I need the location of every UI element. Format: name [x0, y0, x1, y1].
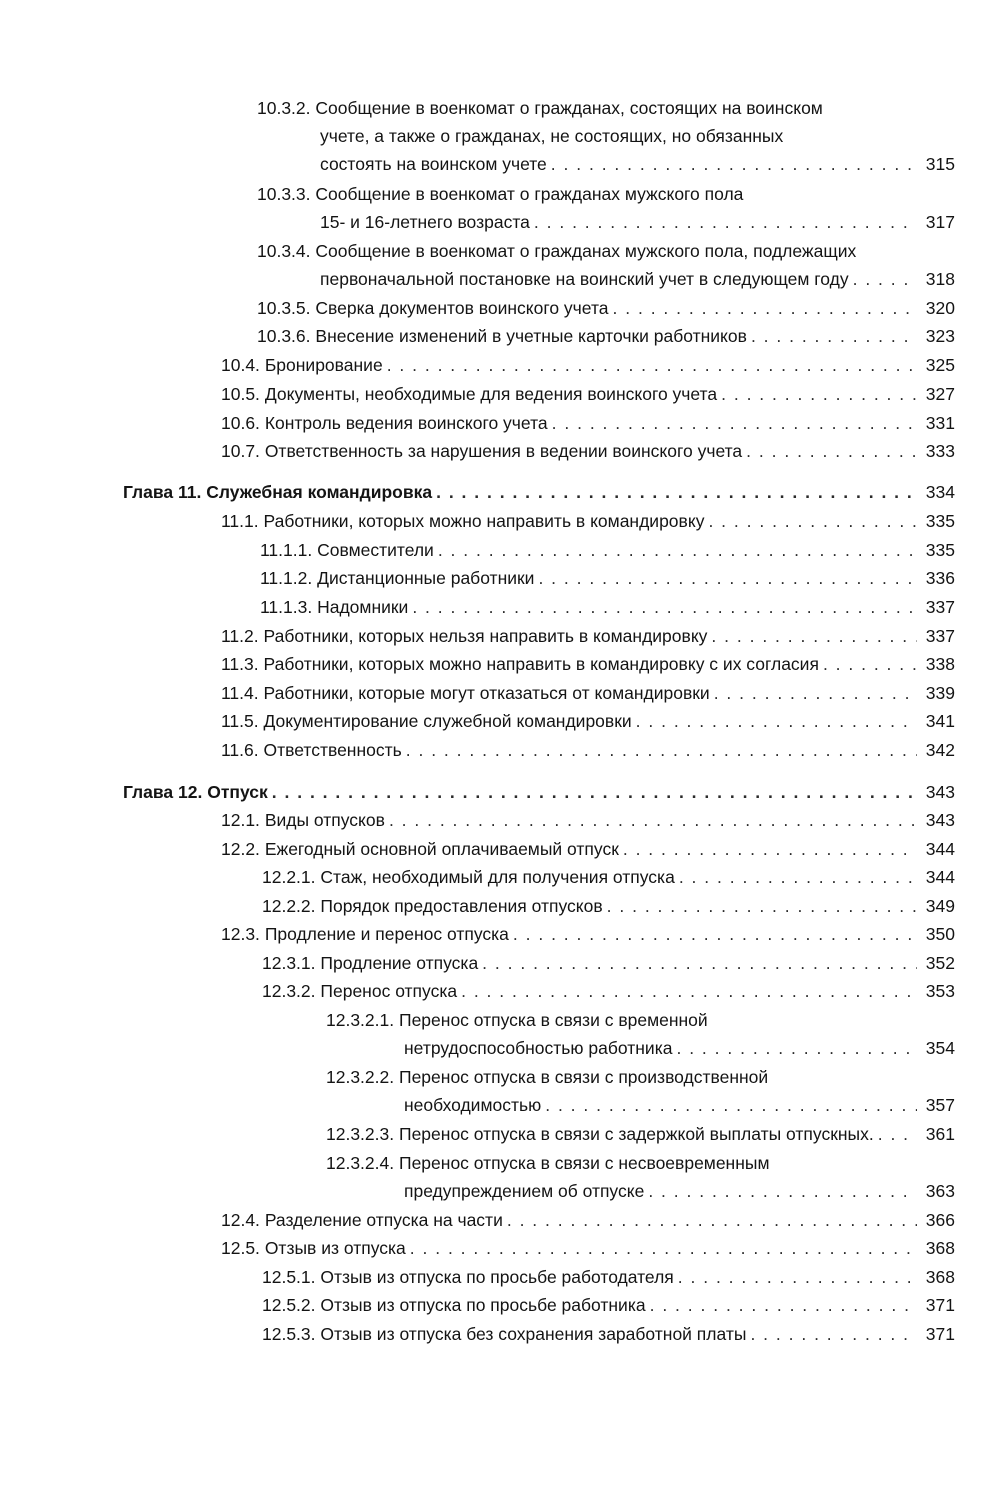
dot-leader: [751, 322, 917, 350]
dot-leader: [650, 1291, 917, 1319]
toc-entry-number: 12.5.3.: [262, 1324, 316, 1344]
toc-entry-line: [221, 351, 955, 379]
toc-entry[interactable]: [257, 94, 955, 178]
dot-leader: [676, 1034, 917, 1062]
toc-page-number: 338: [925, 654, 955, 674]
toc-chapter-entry[interactable]: [123, 778, 955, 806]
toc-entry-line: [262, 1320, 955, 1348]
toc-entry-title: Бронирование: [264, 355, 383, 375]
toc-entry-line: [221, 409, 955, 437]
dot-leader: [823, 650, 917, 678]
toc-entry[interactable]: [262, 1263, 955, 1291]
toc-entry[interactable]: [257, 180, 955, 236]
toc-page-number: 343: [925, 810, 955, 830]
toc-entry-title: Работники, которые могут отказаться от командировки: [263, 683, 710, 703]
toc-page-number: 368: [925, 1238, 955, 1258]
dot-leader: [746, 437, 917, 465]
toc-entry-title: Контроль ведения воинского учета: [264, 413, 548, 433]
toc-entry-line: [260, 593, 955, 621]
toc-entry-line: [326, 1149, 955, 1177]
toc-chapter-entry[interactable]: [123, 478, 955, 506]
toc-entry[interactable]: [221, 650, 955, 678]
toc-entry-line: [221, 507, 955, 535]
toc-entry-title: учете, а также о гражданах, не состоящих, но обязанных: [320, 126, 784, 146]
toc-page-number: 323: [925, 326, 955, 346]
toc-entry-number: 12.3.: [221, 924, 260, 944]
dot-leader: [878, 1120, 917, 1148]
toc-entry-number: 10.4.: [221, 355, 260, 375]
toc-entry-title: Сообщение в военкомат о гражданах мужского пола: [315, 184, 744, 204]
toc-entry-line: [262, 977, 955, 1005]
toc-page-number: 354: [925, 1038, 955, 1058]
dot-leader: [679, 863, 917, 891]
toc-entry-number: 11.6.: [221, 740, 259, 760]
toc-page-number: 325: [925, 355, 955, 375]
toc-entry-line: [260, 536, 955, 564]
toc-entry-title: состоять на воинском учете: [320, 154, 547, 174]
toc-entry-number: 10.3.2.: [257, 98, 311, 118]
toc-entry[interactable]: [262, 892, 955, 920]
dot-leader: [714, 679, 917, 707]
toc-entry-title: Перенос отпуска в связи с несвоевременным: [399, 1153, 770, 1173]
toc-entry-number: 12.3.2.4.: [326, 1153, 395, 1173]
toc-entry-line: [326, 1120, 955, 1148]
toc-entry-line: [221, 835, 955, 863]
toc-entry[interactable]: [262, 1320, 955, 1348]
toc-entry[interactable]: [221, 437, 955, 465]
toc-entry-number: 10.6.: [221, 413, 260, 433]
toc-entry-title: Сообщение в военкомат о гражданах, состоящих на воинском: [315, 98, 823, 118]
toc-entry-title: Работники, которых можно направить в командировку: [263, 511, 705, 531]
toc-entry[interactable]: [221, 622, 955, 650]
toc-page-number: 350: [925, 924, 955, 944]
toc-entry-line: [262, 863, 955, 891]
toc-entry[interactable]: [260, 593, 955, 621]
toc-entry-number: 11.3.: [221, 654, 259, 674]
toc-entry-title: Перенос отпуска в связи с задержкой выплаты отпускных.: [399, 1124, 874, 1144]
dot-leader: [436, 478, 917, 506]
toc-entry-title: первоначальной постановке на воинский учет в следующем году: [320, 269, 849, 289]
toc-entry[interactable]: [257, 237, 955, 293]
dot-leader: [272, 778, 917, 806]
toc-entry[interactable]: [262, 977, 955, 1005]
toc-entry-line: [320, 265, 955, 293]
toc-entry-title: Документирование служебной командировки: [263, 711, 632, 731]
toc-entry-number: 12.3.1.: [262, 953, 316, 973]
toc-page-number: 368: [925, 1267, 955, 1287]
toc-entry-line: [221, 380, 955, 408]
dot-leader: [853, 265, 917, 293]
toc-entry-line: [262, 949, 955, 977]
toc-entry-line: [221, 1234, 955, 1262]
toc-page-number: 331: [925, 413, 955, 433]
toc-entry-title: Перенос отпуска в связи с производственной: [399, 1067, 769, 1087]
toc-entry-line: [257, 94, 955, 122]
toc-entry-line: [262, 892, 955, 920]
dot-leader: [545, 1091, 917, 1119]
dot-leader: [623, 835, 917, 863]
toc-entry-title: Работники, которых можно направить в командировку с их согласия: [263, 654, 819, 674]
toc-entry[interactable]: [221, 1206, 955, 1234]
toc-entry-number: 10.3.3.: [257, 184, 311, 204]
toc-entry-line: [404, 1091, 955, 1119]
dot-leader: [607, 892, 917, 920]
toc-entry-title: Ответственность: [263, 740, 402, 760]
toc-page-number: 363: [925, 1181, 955, 1201]
toc-entry-number: 12.3.2.2.: [326, 1067, 395, 1087]
toc-entry-title: Сообщение в военкомат о гражданах мужского пола, подлежащих: [315, 241, 857, 261]
toc-entry-line: [221, 806, 955, 834]
toc-entry-line: [257, 237, 955, 265]
toc-entry[interactable]: [221, 679, 955, 707]
toc-page-number: 335: [925, 511, 955, 531]
dot-leader: [513, 920, 917, 948]
dot-leader: [389, 806, 917, 834]
toc-entry-title: Продление и перенос отпуска: [264, 924, 509, 944]
dot-leader: [678, 1263, 917, 1291]
toc-entry-title: Документы, необходимые для ведения воинского учета: [264, 384, 718, 404]
toc-entry-line: [326, 1006, 955, 1034]
toc-page-number: 318: [925, 269, 955, 289]
toc-entry-line: [221, 920, 955, 948]
toc-entry-number: 12.4.: [221, 1210, 260, 1230]
toc-page-number: 317: [925, 212, 955, 232]
toc-entry-number: 11.4.: [221, 683, 259, 703]
toc-entry-title: Разделение отпуска на части: [264, 1210, 503, 1230]
toc-entry-title: Ежегодный основной оплачиваемый отпуск: [264, 839, 619, 859]
toc-entry[interactable]: [260, 564, 955, 592]
toc-entry-number: 11.1.1.: [260, 540, 313, 560]
toc-entry-title: Служебная командировка: [206, 482, 433, 502]
toc-entry-number: 12.2.1.: [262, 867, 316, 887]
dot-leader: [507, 1206, 917, 1234]
toc-entry-number: 12.3.2.1.: [326, 1010, 395, 1030]
toc-page-number: 315: [925, 154, 955, 174]
toc-entry[interactable]: [221, 707, 955, 735]
toc-entry-number: 11.1.: [221, 511, 259, 531]
toc-entry-line: [404, 1177, 955, 1205]
dot-leader: [387, 351, 917, 379]
toc-entry-number: 10.5.: [221, 384, 260, 404]
toc-entry[interactable]: [326, 1149, 955, 1205]
toc-entry-line: [221, 1206, 955, 1234]
toc-entry-line: [221, 707, 955, 735]
toc-entry[interactable]: [221, 380, 955, 408]
toc-page-number: 343: [925, 782, 955, 802]
toc-entry[interactable]: [257, 294, 955, 322]
toc-entry[interactable]: [326, 1063, 955, 1119]
toc-entry-line: [221, 650, 955, 678]
toc-page-number: 327: [925, 384, 955, 404]
dot-leader: [534, 208, 917, 236]
dot-leader: [410, 1234, 917, 1262]
toc-entry-line: [262, 1291, 955, 1319]
toc-entry-title: Надомники: [317, 597, 409, 617]
toc-entry-title: Перенос отпуска в связи с временной: [399, 1010, 708, 1030]
toc-page-number: 361: [925, 1124, 955, 1144]
dot-leader: [552, 409, 917, 437]
toc-entry-title: Сверка документов воинского учета: [315, 298, 609, 318]
toc-entry-number: 11.1.3.: [260, 597, 313, 617]
toc-entry-line: [326, 1063, 955, 1091]
toc-entry-title: Отпуск: [207, 782, 268, 802]
toc-entry-line: [257, 322, 955, 350]
toc-entry-number: 12.5.: [221, 1238, 260, 1258]
dot-leader: [551, 150, 917, 178]
toc-entry-title: Перенос отпуска: [320, 981, 458, 1001]
toc-page-number: 371: [925, 1295, 955, 1315]
toc-entry-title: нетрудоспособностью работника: [404, 1038, 673, 1058]
toc-entry[interactable]: [221, 920, 955, 948]
toc-entry-title: Отзыв из отпуска по просьбе работодателя: [320, 1267, 674, 1287]
toc-page-number: 333: [925, 441, 955, 461]
toc-page-number: 334: [925, 482, 955, 502]
dot-leader: [721, 380, 917, 408]
toc-page-number: 344: [925, 839, 955, 859]
dot-leader: [461, 977, 917, 1005]
toc-entry-title: Стаж, необходимый для получения отпуска: [320, 867, 675, 887]
toc-entry-line: [320, 122, 955, 150]
toc-entry-number: 12.3.2.3.: [326, 1124, 395, 1144]
dot-leader: [708, 507, 917, 535]
toc-entry-line: [123, 478, 955, 506]
toc-entry-number: 12.5.2.: [262, 1295, 316, 1315]
toc-entry-line: [320, 208, 955, 236]
dot-leader: [538, 564, 917, 592]
toc-entry-title: Порядок предоставления отпусков: [320, 896, 603, 916]
dot-leader: [711, 622, 917, 650]
toc-entry[interactable]: [221, 736, 955, 764]
dot-leader: [636, 707, 917, 735]
toc-entry-number: 12.2.2.: [262, 896, 316, 916]
toc-entry-number: 11.1.2.: [260, 568, 313, 588]
toc-entry-number: 12.2.: [221, 839, 260, 859]
toc-entry-number: Глава 11.: [123, 482, 202, 502]
toc-entry-number: 10.3.6.: [257, 326, 311, 346]
toc-entry[interactable]: [221, 351, 955, 379]
toc-page-number: 336: [925, 568, 955, 588]
toc-entry-number: 11.5.: [221, 711, 259, 731]
toc-entry-number: 12.3.2.: [262, 981, 316, 1001]
toc-entry-title: Внесение изменений в учетные карточки работников: [315, 326, 747, 346]
toc-entry-number: Глава 12.: [123, 782, 203, 802]
toc-entry[interactable]: [221, 1234, 955, 1262]
toc-entry-title: Дистанционные работники: [317, 568, 535, 588]
toc-entry-line: [320, 150, 955, 178]
toc-page-number: 337: [925, 597, 955, 617]
dot-leader: [438, 536, 917, 564]
toc-entry[interactable]: [221, 409, 955, 437]
toc-entry-title: Работники, которых нельзя направить в командировку: [263, 626, 708, 646]
toc-entry-title: Продление отпуска: [320, 953, 479, 973]
toc-page-number: 341: [925, 711, 955, 731]
dot-leader: [750, 1320, 917, 1348]
toc-entry-line: [262, 1263, 955, 1291]
toc-entry-number: 10.3.5.: [257, 298, 311, 318]
dot-leader: [648, 1177, 917, 1205]
toc-entry-title: Совместители: [317, 540, 434, 560]
toc-entry-number: 12.1.: [221, 810, 260, 830]
toc-entry-title: Ответственность за нарушения в ведении воинского учета: [264, 441, 743, 461]
dot-leader: [406, 736, 917, 764]
toc-page-number: 342: [925, 740, 955, 760]
toc-entry-line: [221, 679, 955, 707]
dot-leader: [412, 593, 917, 621]
toc-entry[interactable]: [262, 949, 955, 977]
toc-entry[interactable]: [221, 806, 955, 834]
toc-entry-title: Отзыв из отпуска: [264, 1238, 406, 1258]
toc-entry-number: 11.2.: [221, 626, 259, 646]
toc-entry-title: необходимостью: [404, 1095, 542, 1115]
toc-entry-line: [123, 778, 955, 806]
toc-page-number: 320: [925, 298, 955, 318]
toc-entry-title: предупреждением об отпуске: [404, 1181, 645, 1201]
toc-entry-line: [221, 622, 955, 650]
toc-entry[interactable]: [262, 1291, 955, 1319]
toc-page-number: 344: [925, 867, 955, 887]
toc-entry-number: 10.3.4.: [257, 241, 311, 261]
toc-entry-line: [260, 564, 955, 592]
toc-entry-number: 12.5.1.: [262, 1267, 316, 1287]
toc-page-number: 349: [925, 896, 955, 916]
toc-page-number: 337: [925, 626, 955, 646]
toc-page-number: 353: [925, 981, 955, 1001]
toc-page-number: 339: [925, 683, 955, 703]
toc-page-number: 357: [925, 1095, 955, 1115]
dot-leader: [482, 949, 917, 977]
toc-entry[interactable]: [262, 863, 955, 891]
toc-page-number: 335: [925, 540, 955, 560]
toc-entry[interactable]: [260, 536, 955, 564]
toc-entry-title: Отзыв из отпуска без сохранения заработной платы: [320, 1324, 747, 1344]
toc-page-number: 352: [925, 953, 955, 973]
toc-entry-line: [257, 294, 955, 322]
toc-entry[interactable]: [326, 1006, 955, 1062]
dot-leader: [613, 294, 917, 322]
toc-entry[interactable]: [221, 507, 955, 535]
toc-entry-title: Отзыв из отпуска по просьбе работника: [320, 1295, 646, 1315]
toc-page-number: 371: [925, 1324, 955, 1344]
toc-entry-title: 15- и 16-летнего возраста: [320, 212, 530, 232]
toc-entry[interactable]: [326, 1120, 955, 1148]
toc-entry-number: 10.7.: [221, 441, 260, 461]
toc-entry[interactable]: [221, 835, 955, 863]
toc-page-number: 366: [925, 1210, 955, 1230]
toc-entry-line: [221, 736, 955, 764]
toc-entry-title: Виды отпусков: [264, 810, 385, 830]
toc-entry-line: [221, 437, 955, 465]
toc-entry[interactable]: [257, 322, 955, 350]
toc-entry-line: [404, 1034, 955, 1062]
toc-entry-line: [257, 180, 955, 208]
